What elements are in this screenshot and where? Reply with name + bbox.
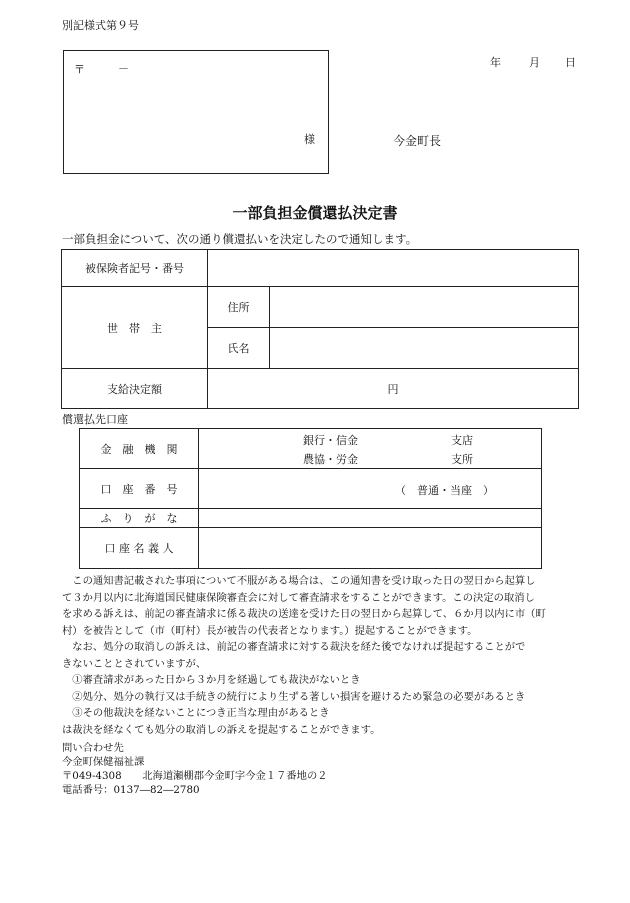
address-label: 住所 bbox=[208, 287, 270, 328]
sub-branch-label: 支所 bbox=[451, 453, 473, 466]
address-value bbox=[270, 287, 579, 328]
decision-table bbox=[61, 249, 579, 409]
notice-line: きないこととされていますが、 bbox=[62, 657, 207, 670]
institution-value bbox=[199, 429, 542, 469]
notice-line: なお、処分の取消しの訴えは、前記の審査請求に対する裁決を経た後でなければ提起することがで bbox=[62, 641, 526, 653]
amount-unit: 円 bbox=[208, 369, 579, 409]
postal-dash: － bbox=[118, 62, 129, 75]
coop-label: 農協・労金 bbox=[303, 453, 358, 466]
notice-line: 村）を被告として（市（町村）長が被告の代表者となります。）提起することができます。 bbox=[62, 624, 478, 637]
notice-line: を求める訴えは、前記の審査請求に係る裁決の送達を受けた日の翌日から起算して、６か月以内に市（町 bbox=[62, 608, 546, 620]
intro-text: 一部負担金について、次の通り償還払いを決定したので通知します。 bbox=[62, 232, 418, 246]
contact-department: 今金町保健福祉課 bbox=[62, 756, 145, 768]
notice-line: て３か月以内に北海道国民健康保険審査会に対して審査請求をすることができます。この決定の取消し bbox=[62, 591, 535, 604]
date-month-label: 月 bbox=[529, 56, 540, 69]
account-holder-label: 口 座 名 義 人 bbox=[80, 528, 199, 569]
date-day-label: 日 bbox=[565, 56, 576, 69]
notice-line: この通知書記載された事項について不服がある場合は、この通知書を受け取った日の翌日から起算し bbox=[62, 575, 536, 587]
notice-line: は裁決を経なくても処分の取消しの訴えを提起することができます。 bbox=[62, 723, 381, 736]
account-holder-value bbox=[199, 528, 542, 569]
account-number-value bbox=[199, 469, 542, 509]
form-number: 別記様式第９号 bbox=[62, 19, 139, 32]
name-label: 氏名 bbox=[208, 328, 270, 369]
contact-address: 〒049‐4308 北海道瀬棚郡今金町字今金１７番地の２ bbox=[62, 770, 328, 782]
appeal-notice bbox=[62, 573, 582, 738]
insured-number-value bbox=[208, 250, 579, 287]
branch-label: 支店 bbox=[451, 434, 473, 447]
notice-line: ③その他裁決を経ないことにつき正当な理由があるとき bbox=[62, 707, 330, 719]
notice-line: ①審査請求があった日から３か月を経過しても裁決がないとき bbox=[62, 674, 361, 686]
furigana-label: ふ り が な bbox=[80, 509, 199, 528]
postal-mark: 〒 bbox=[74, 63, 85, 76]
account-type: （ 普通・当座 ） bbox=[395, 484, 494, 497]
account-section-title: 償還払先口座 bbox=[62, 413, 128, 426]
bank-label: 銀行・信金 bbox=[303, 434, 358, 447]
account-number-label: 口 座 番 号 bbox=[80, 469, 199, 509]
insured-number-label: 被保険者記号・番号 bbox=[62, 250, 208, 287]
furigana-value bbox=[199, 509, 542, 528]
honorific-sama: 様 bbox=[304, 133, 315, 146]
notice-line: ②処分、処分の執行又は手続きの続行により生ずる著しい損害を避けるため緊急の必要があるとき bbox=[62, 690, 526, 703]
issuer: 今金町長 bbox=[393, 134, 442, 148]
page-title: 一部負担金償還払決定書 bbox=[232, 204, 398, 222]
account-table bbox=[79, 428, 542, 569]
institution-label: 金 融 機 関 bbox=[80, 429, 199, 469]
householder-label: 世 帯 主 bbox=[62, 287, 208, 369]
date-year-label: 年 bbox=[490, 56, 501, 69]
recipient-address-box bbox=[63, 50, 329, 174]
name-value bbox=[270, 328, 579, 369]
contact-block bbox=[62, 741, 328, 797]
contact-phone: 電話番号：0137―82―2780 bbox=[62, 784, 200, 796]
amount-label: 支給決定額 bbox=[62, 369, 208, 409]
contact-heading: 問い合わせ先 bbox=[62, 742, 124, 754]
